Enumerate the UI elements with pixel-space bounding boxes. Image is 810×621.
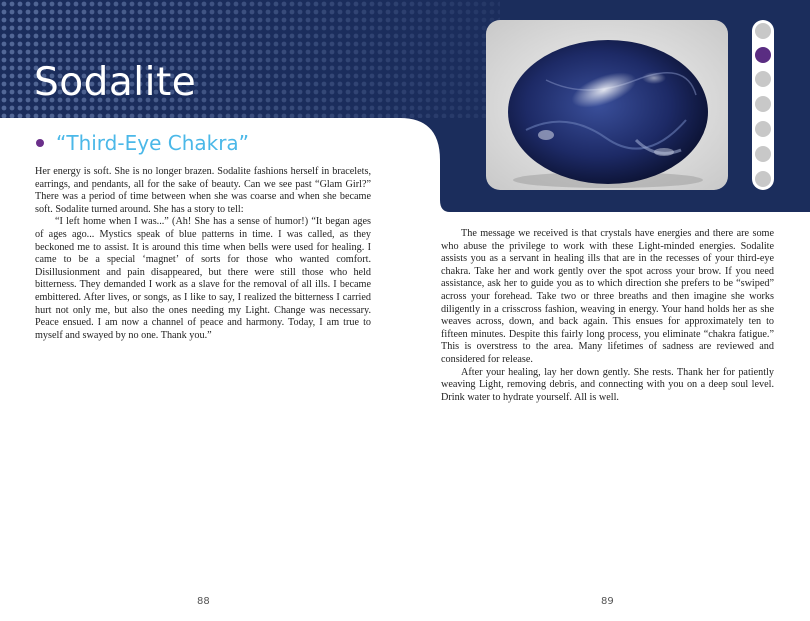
sodalite-stone-icon	[486, 20, 728, 190]
page-dot[interactable]	[755, 146, 771, 162]
subtitle-text: “Third-Eye Chakra”	[56, 131, 250, 155]
body-paragraph: The message we received is that crystals have energies and there are some who abuse the privilege to work with these Light-minded energies. Sodalite assists you as a servant in healing ills that are in the recesses of your third-eye chakra. Take her and work gently over the spot across your brow. If you need assistance, ask her to guide you as to which direction she prefers to be “swiped” across your forehead. Take two or three breaths and then imagine she works diligently in a crisscross fashion, weaving in energy. Your hand holds her as she weaves across, down, and back again. This ensues for approximately ten to fifteen minutes. Despite this fairly long process, you eliminate “chakra fatigue.” This is overstress to the area. Many lifetimes of sadness are reviewed and considered for release.	[441, 228, 774, 365]
page-dot[interactable]	[755, 23, 771, 39]
page-dot[interactable]	[755, 96, 771, 112]
page-number-right: 89	[601, 596, 614, 607]
sodalite-stone-image	[486, 20, 728, 190]
body-paragraph: “I left home when I was...” (Ah! She has a sense of humor!) “It began ages of ages ago... Mystics speak of blue patterns in time. I was called, as they beckoned me to assist. It is around this time when bells were used for healing. I came to be a special ‘magnet’ of sorts for those who wanted comfort. Disillusionment and pain disappeared, but there were still those who held bitterness. They demanded I work as a slave for the removal of all ills. I became embittered. After lives, or songs, as I like to say, I realized the bitterness I carried hurt not only me, but also the ones needing my Light. Change was necessary. Peace ensued. I am now a channel of peace and harmony. Today, I am true to myself and swayed by no one. Thank you.”	[35, 216, 371, 341]
left-page-body	[35, 166, 371, 342]
page-title: Sodalite	[34, 60, 197, 105]
page-dot-active[interactable]	[755, 47, 771, 63]
page-number-left: 88	[197, 596, 210, 607]
page-dot[interactable]	[755, 171, 771, 187]
right-page-body	[441, 228, 774, 404]
bullet-icon	[36, 139, 44, 147]
page-indicator	[752, 20, 774, 190]
chakra-subtitle	[36, 131, 249, 155]
page-dot[interactable]	[755, 71, 771, 87]
body-paragraph: After your healing, lay her down gently. She rests. Thank her for patiently weaving Light, removing debris, and connecting with you on a deep soul level. Drink water to hydrate yourself. All is well.	[441, 366, 774, 403]
page-dot[interactable]	[755, 121, 771, 137]
body-paragraph: Her energy is soft. She is no longer brazen. Sodalite fashions herself in bracelets, earrings, and pendants, all for the sake of beauty. Can we see past “Glam Girl?” There was a period of time between when she was coarse and when she became soft. Sodalite turned around. She has a story to tell:	[35, 166, 371, 215]
